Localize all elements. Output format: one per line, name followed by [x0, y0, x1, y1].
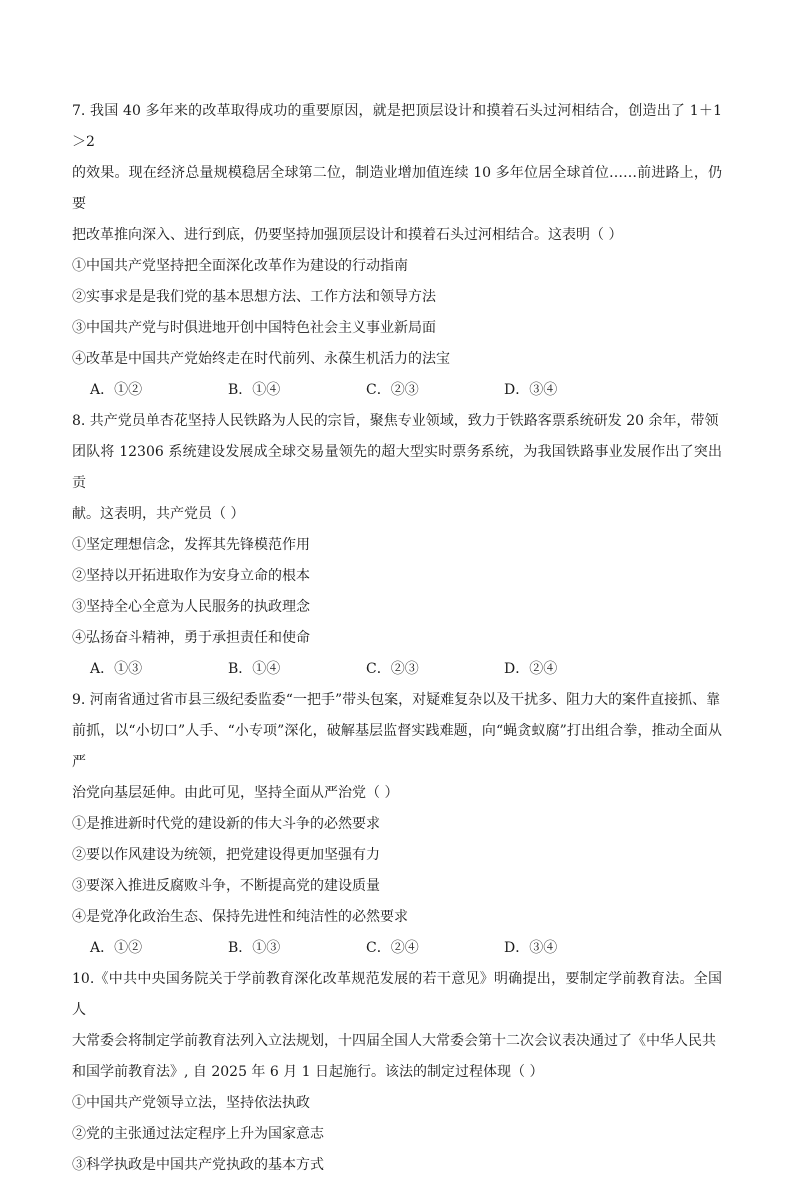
question-9-choice-b: B．①③ — [228, 940, 281, 956]
question-7-choice-a: A．①② — [90, 382, 143, 398]
question-8 — [72, 406, 722, 685]
question-7-stem-line-3: 把改革推向深入、进行到底，仍要坚持加强顶层设计和摸着石头过河相结合。这表明（ ） — [72, 227, 623, 243]
question-7-option-2: ②实事求是是我们党的基本思想方法、工作方法和领导方法 — [72, 289, 436, 305]
question-9-option-1: ①是推进新时代党的建设新的伟大斗争的必然要求 — [72, 816, 380, 832]
question-8-stem-line-3: 献。这表明，共产党员（ ） — [72, 506, 245, 522]
question-9-stem-line-3: 治党向基层延伸。由此可见，坚持全面从严治党（ ） — [72, 785, 399, 801]
question-8-option-3: ③坚持全心全意为人民服务的执政理念 — [72, 599, 310, 615]
question-7-choice-d: D．③④ — [504, 382, 558, 398]
question-8-choices — [72, 654, 722, 685]
question-8-choice-d: D．②④ — [504, 661, 558, 677]
question-8-choice-b: B．①④ — [228, 661, 281, 677]
question-8-option-2: ②坚持以开拓进取作为安身立命的根本 — [72, 568, 310, 584]
question-10-stem-line-2: 大常委会将制定学前教育法列入立法规划，十四届全国人大常委会第十二次会议表决通过了《中华人民共 — [72, 1033, 716, 1049]
question-9-choices — [72, 933, 722, 964]
question-7-choice-c: C．②③ — [366, 382, 419, 398]
question-8-stem-line-2: 团队将 12306 系统建设发展成全球交易量领先的超大型实时票务系统，为我国铁路事业发展作出了突出贡 — [72, 444, 722, 491]
question-7 — [72, 96, 722, 406]
question-9-choice-a: A．①② — [90, 940, 143, 956]
question-9-choice-c: C．②④ — [366, 940, 419, 956]
question-7-stem-line-1: 7. 我国 40 多年来的改革取得成功的重要原因，就是把顶层设计和摸着石头过河相结合，创造出了 1＋1＞2 — [72, 103, 722, 150]
question-7-option-3: ③中国共产党与时俱进地开创中国特色社会主义事业新局面 — [72, 320, 436, 336]
question-7-option-1: ①中国共产党坚持把全面深化改革作为建设的行动指南 — [72, 258, 408, 274]
question-7-stem-line-2: 的效果。现在经济总量规模稳居全球第二位，制造业增加值连续 10 多年位居全球首位……前进路上，仍要 — [72, 165, 722, 212]
question-9-stem-line-2: 前抓，以“小切口”人手、“小专项”深化，破解基层监督实践难题，向“蝇贪蚁腐”打出组合拳，推动全面从严 — [72, 723, 722, 770]
question-8-stem-line-1: 8. 共产党员单杏花坚持人民铁路为人民的宗旨，聚焦专业领域，致力于铁路客票系统研发 20 余年，带领 — [72, 413, 719, 429]
question-10-option-1: ①中国共产党领导立法，坚持依法执政 — [72, 1095, 310, 1111]
question-10-option-2: ②党的主张通过法定程序上升为国家意志 — [72, 1126, 324, 1142]
question-8-choice-a: A．①③ — [90, 661, 143, 677]
question-8-choice-c: C．②③ — [366, 661, 419, 677]
question-10-option-3: ③科学执政是中国共产党执政的基本方式 — [72, 1157, 324, 1173]
question-10 — [72, 964, 722, 1181]
question-7-option-4: ④改革是中国共产党始终走在时代前列、永葆生机活力的法宝 — [72, 351, 450, 367]
question-10-stem-line-1: 10.《中共中央国务院关于学前教育深化改革规范发展的若干意见》明确提出，要制定学前教育法。全国人 — [72, 971, 722, 1018]
question-9-option-2: ②要以作风建设为统领，把党建设得更加坚强有力 — [72, 847, 380, 863]
question-7-choice-b: B．①④ — [228, 382, 281, 398]
question-9-choice-d: D．③④ — [504, 940, 558, 956]
question-8-option-4: ④弘扬奋斗精神，勇于承担责任和使命 — [72, 630, 310, 646]
question-9-option-3: ③要深入推进反腐败斗争，不断提高党的建设质量 — [72, 878, 380, 894]
question-9-option-4: ④是党净化政治生态、保持先进性和纯洁性的必然要求 — [72, 909, 408, 925]
question-10-stem-line-3: 和国学前教育法》, 自 2025 年 6 月 1 日起施行。该法的制定过程体现（ ） — [72, 1064, 544, 1080]
question-7-choices — [72, 375, 722, 406]
question-8-option-1: ①坚定理想信念，发挥其先锋模范作用 — [72, 537, 310, 553]
question-9-stem-line-1: 9. 河南省通过省市县三级纪委监委“一把手”带头包案，对疑难复杂以及干扰多、阻力大的案件直接抓、靠 — [72, 692, 721, 708]
question-9 — [72, 685, 722, 964]
